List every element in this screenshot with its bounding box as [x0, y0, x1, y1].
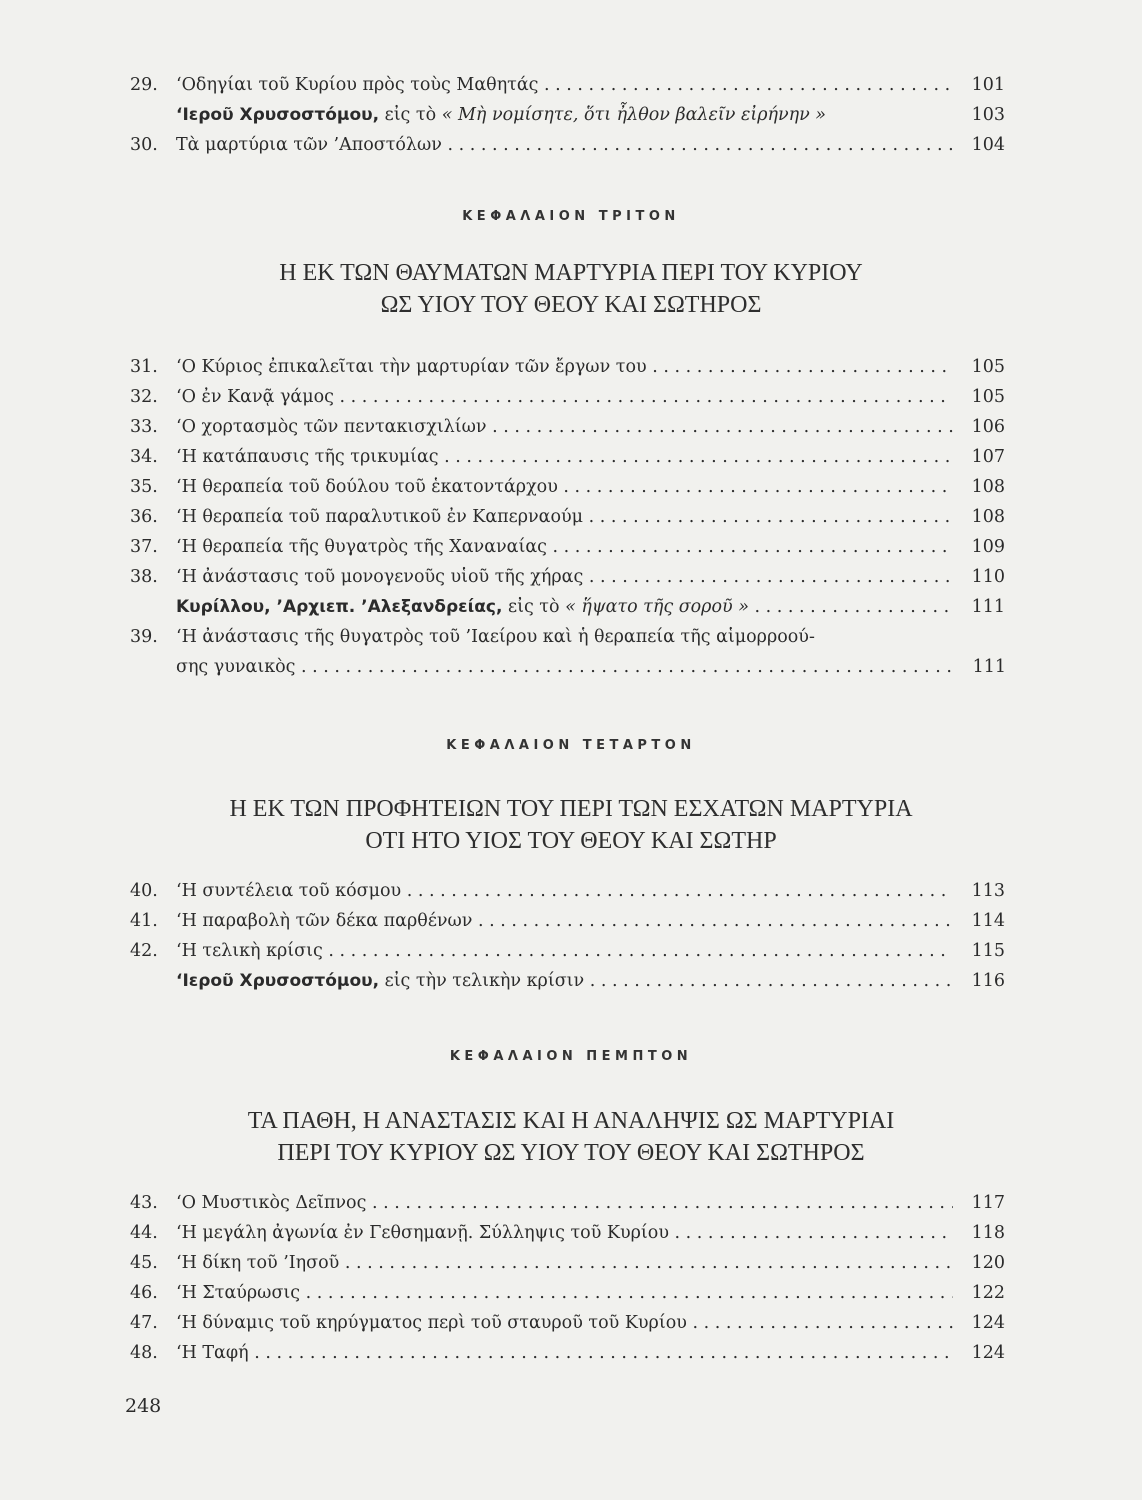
toc-entry	[130, 876, 1005, 906]
toc-entry	[130, 130, 1005, 160]
toc-entry	[130, 70, 1005, 100]
toc-entry-continuation	[176, 652, 1006, 682]
entry-author: ‘Ιεροῦ Χρυσοστόμου,	[176, 971, 380, 991]
entry-title: ‘Ο ἐν Κανᾷ γάμος . . .	[176, 382, 953, 412]
entry-page: 108	[971, 477, 1005, 497]
entry-number: 39.	[130, 627, 158, 647]
toc-entry	[130, 382, 1005, 412]
entry-number: 37.	[130, 537, 158, 557]
entry-page: 124	[971, 1343, 1005, 1363]
chapter-title-line: ΤΑ ΠΑΘΗ, Η ΑΝΑΣΤΑΣΙΣ ΚΑΙ Η ΑΝΑΛΗΨΙΣ ΩΣ ΜΑΡΤΥΡΙΑΙ	[247, 1108, 895, 1134]
entry-quote: « Μὴ νομίσητε, ὅτι ἦλθον βαλεῖν εἰρήνην »	[441, 105, 827, 125]
entry-title: ‘Η ἀνάστασις τῆς θυγατρὸς τοῦ ’Ιαείρου καὶ ἡ θεραπεία τῆς αἱμορροού-	[176, 627, 815, 647]
toc-entry	[130, 442, 1005, 472]
chapter-title-line: Η ΕΚ ΤΩΝ ΘΑΥΜΑΤΩΝ ΜΑΡΤΥΡΙΑ ΠΕΡΙ ΤΟΥ ΚΥΡΙΟΥ	[279, 260, 863, 286]
entry-title: ‘Ο χορτασμὸς τῶν πεντακισχιλίων . . .	[176, 412, 953, 442]
chapter-title-line: Η ΕΚ ΤΩΝ ΠΡΟΦΗΤΕΙΩΝ ΤΟΥ ΠΕΡΙ ΤΩΝ ΕΣΧΑΤΩΝ ΜΑΡΤΥΡΙΑ	[229, 796, 913, 822]
entry-page: 105	[971, 387, 1005, 407]
chapter-title-line: ΟΤΙ ΗΤΟ ΥΙΟΣ ΤΟΥ ΘΕΟΥ ΚΑΙ ΣΩΤΗΡ	[365, 828, 777, 854]
toc-entry	[130, 906, 1005, 936]
toc-entry	[130, 502, 1005, 532]
entry-number: 47.	[130, 1313, 158, 1333]
page-number: 248	[125, 1395, 162, 1417]
entry-title: ‘Η μεγάλη ἀγωνία ἐν Γεθσημανῇ. Σύλληψις τοῦ Κυρίου . . .	[176, 1218, 953, 1248]
entry-title	[176, 966, 953, 996]
entry-title: ‘Η Ταφή . . .	[176, 1338, 953, 1368]
entry-text: εἰς τὸ	[502, 597, 566, 617]
toc-entry	[130, 1308, 1005, 1338]
entry-page: 110	[971, 567, 1005, 587]
entry-title: σης γυναικὸς . . .	[176, 652, 954, 682]
entry-title: ‘Η Σταύρωσις . . .	[176, 1278, 953, 1308]
chapter-title-line: ΠΕΡΙ ΤΟΥ ΚΥΡΙΟΥ ΩΣ ΥΙΟΥ ΤΟΥ ΘΕΟΥ ΚΑΙ ΣΩΤΗΡΟΣ	[277, 1140, 865, 1166]
toc-entry	[130, 352, 1005, 382]
entry-number: 32.	[130, 387, 158, 407]
entry-title: ‘Η τελικὴ κρίσις . . .	[176, 936, 953, 966]
entry-title: ‘Ο Μυστικὸς Δεῖπνος . . .	[176, 1188, 953, 1218]
toc-entry	[130, 562, 1005, 592]
entry-page: 122	[971, 1283, 1005, 1303]
toc-entry	[130, 1248, 1005, 1278]
entry-title: ‘Η θεραπεία τοῦ δούλου τοῦ ἑκατοντάρχου . . .	[176, 472, 953, 502]
entry-page: 104	[971, 135, 1005, 155]
entry-number: 45.	[130, 1253, 158, 1273]
entry-number: 29.	[130, 75, 158, 95]
entry-title	[176, 100, 953, 130]
toc-entry	[130, 100, 1005, 130]
entry-page: 120	[971, 1253, 1005, 1273]
entry-page: 114	[971, 911, 1005, 931]
toc-entry	[130, 936, 1005, 966]
entry-number: 38.	[130, 567, 158, 587]
toc-entry	[130, 1218, 1005, 1248]
entry-page: 107	[971, 447, 1005, 467]
toc-entry	[130, 1188, 1005, 1218]
entry-title: ‘Η συντέλεια τοῦ κόσμου . . .	[176, 876, 953, 906]
entry-page: 117	[971, 1193, 1005, 1213]
entry-title	[176, 592, 953, 622]
entry-author: Κυρίλλου, ’Αρχιεπ. ’Αλεξανδρείας,	[176, 597, 503, 617]
toc-entry	[130, 1278, 1005, 1308]
entry-title: ‘Η παραβολὴ τῶν δέκα παρθένων . . .	[176, 906, 953, 936]
entry-title: ‘Η δίκη τοῦ ’Ιησοῦ . . .	[176, 1248, 953, 1278]
entry-title: ‘Η θεραπεία τῆς θυγατρὸς τῆς Χαναναίας . . .	[176, 532, 953, 562]
entry-number: 40.	[130, 881, 158, 901]
chapter-label: ΚΕΦΑΛΑΙΟΝ ΠΕΜΠΤΟΝ	[449, 1049, 693, 1064]
chapter-title-line: ΩΣ ΥΙΟΥ ΤΟΥ ΘΕΟΥ ΚΑΙ ΣΩΤΗΡΟΣ	[380, 292, 762, 318]
entry-number: 33.	[130, 417, 158, 437]
entry-quote: « ἥψατο τῆς σοροῦ »	[565, 597, 749, 617]
entry-page: 111	[972, 657, 1006, 677]
entry-page: 101	[971, 75, 1005, 95]
entry-title: ‘Ο Κύριος ἐπικαλεῖται τὴν μαρτυρίαν τῶν ἔργων του . . .	[176, 352, 953, 382]
chapter-label: ΚΕΦΑΛΑΙΟΝ ΤΡΙΤΟΝ	[462, 209, 680, 224]
entry-page: 118	[971, 1223, 1005, 1243]
entry-title: ‘Η δύναμις τοῦ κηρύγματος περὶ τοῦ σταυροῦ τοῦ Κυρίου . . .	[176, 1308, 953, 1338]
entry-page: 105	[971, 357, 1005, 377]
entry-page: 111	[971, 597, 1005, 617]
entry-title: ‘Η θεραπεία τοῦ παραλυτικοῦ ἐν Καπερναούμ . . .	[176, 502, 953, 532]
entry-number: 34.	[130, 447, 158, 467]
toc-entry	[130, 532, 1005, 562]
entry-number: 41.	[130, 911, 158, 931]
entry-page: 108	[971, 507, 1005, 527]
entry-title: ‘Η ἀνάστασις τοῦ μονογενοῦς υἱοῦ τῆς χήρας . . .	[176, 562, 953, 592]
entry-number: 30.	[130, 135, 158, 155]
entry-number: 36.	[130, 507, 158, 527]
entry-page: 124	[971, 1313, 1005, 1333]
toc-entry	[130, 1338, 1005, 1368]
entry-page: 109	[971, 537, 1005, 557]
entry-number: 46.	[130, 1283, 158, 1303]
entry-text: εἰς τὸ	[379, 105, 442, 125]
entry-number: 31.	[130, 357, 158, 377]
entry-page: 116	[971, 971, 1005, 991]
entry-text: εἰς τὴν τελικὴν κρίσιν	[379, 971, 585, 991]
entry-page: 106	[971, 417, 1005, 437]
toc-entry	[130, 592, 1005, 622]
toc-entry	[130, 622, 1005, 652]
entry-title: ‘Οδηγίαι τοῦ Κυρίου πρὸς τοὺς Μαθητάς . . .	[176, 70, 953, 100]
entry-number: 35.	[130, 477, 158, 497]
entry-number: 42.	[130, 941, 158, 961]
entry-page: 115	[971, 941, 1005, 961]
entry-number: 48.	[130, 1343, 158, 1363]
toc-entry	[130, 412, 1005, 442]
chapter-label: ΚΕΦΑΛΑΙΟΝ ΤΕΤΑΡΤΟΝ	[446, 738, 696, 753]
entry-author: ‘Ιεροῦ Χρυσοστόμου,	[176, 105, 380, 125]
entry-number: 43.	[130, 1193, 158, 1213]
entry-title: ‘Η κατάπαυσις τῆς τρικυμίας . . .	[176, 442, 953, 472]
entry-page: 113	[971, 881, 1005, 901]
entry-page: 103	[971, 105, 1005, 125]
entry-title: Τὰ μαρτύρια τῶν ’Αποστόλων . . .	[176, 130, 953, 160]
toc-entry	[130, 472, 1005, 502]
entry-number: 44.	[130, 1223, 158, 1243]
toc-entry	[130, 966, 1005, 996]
